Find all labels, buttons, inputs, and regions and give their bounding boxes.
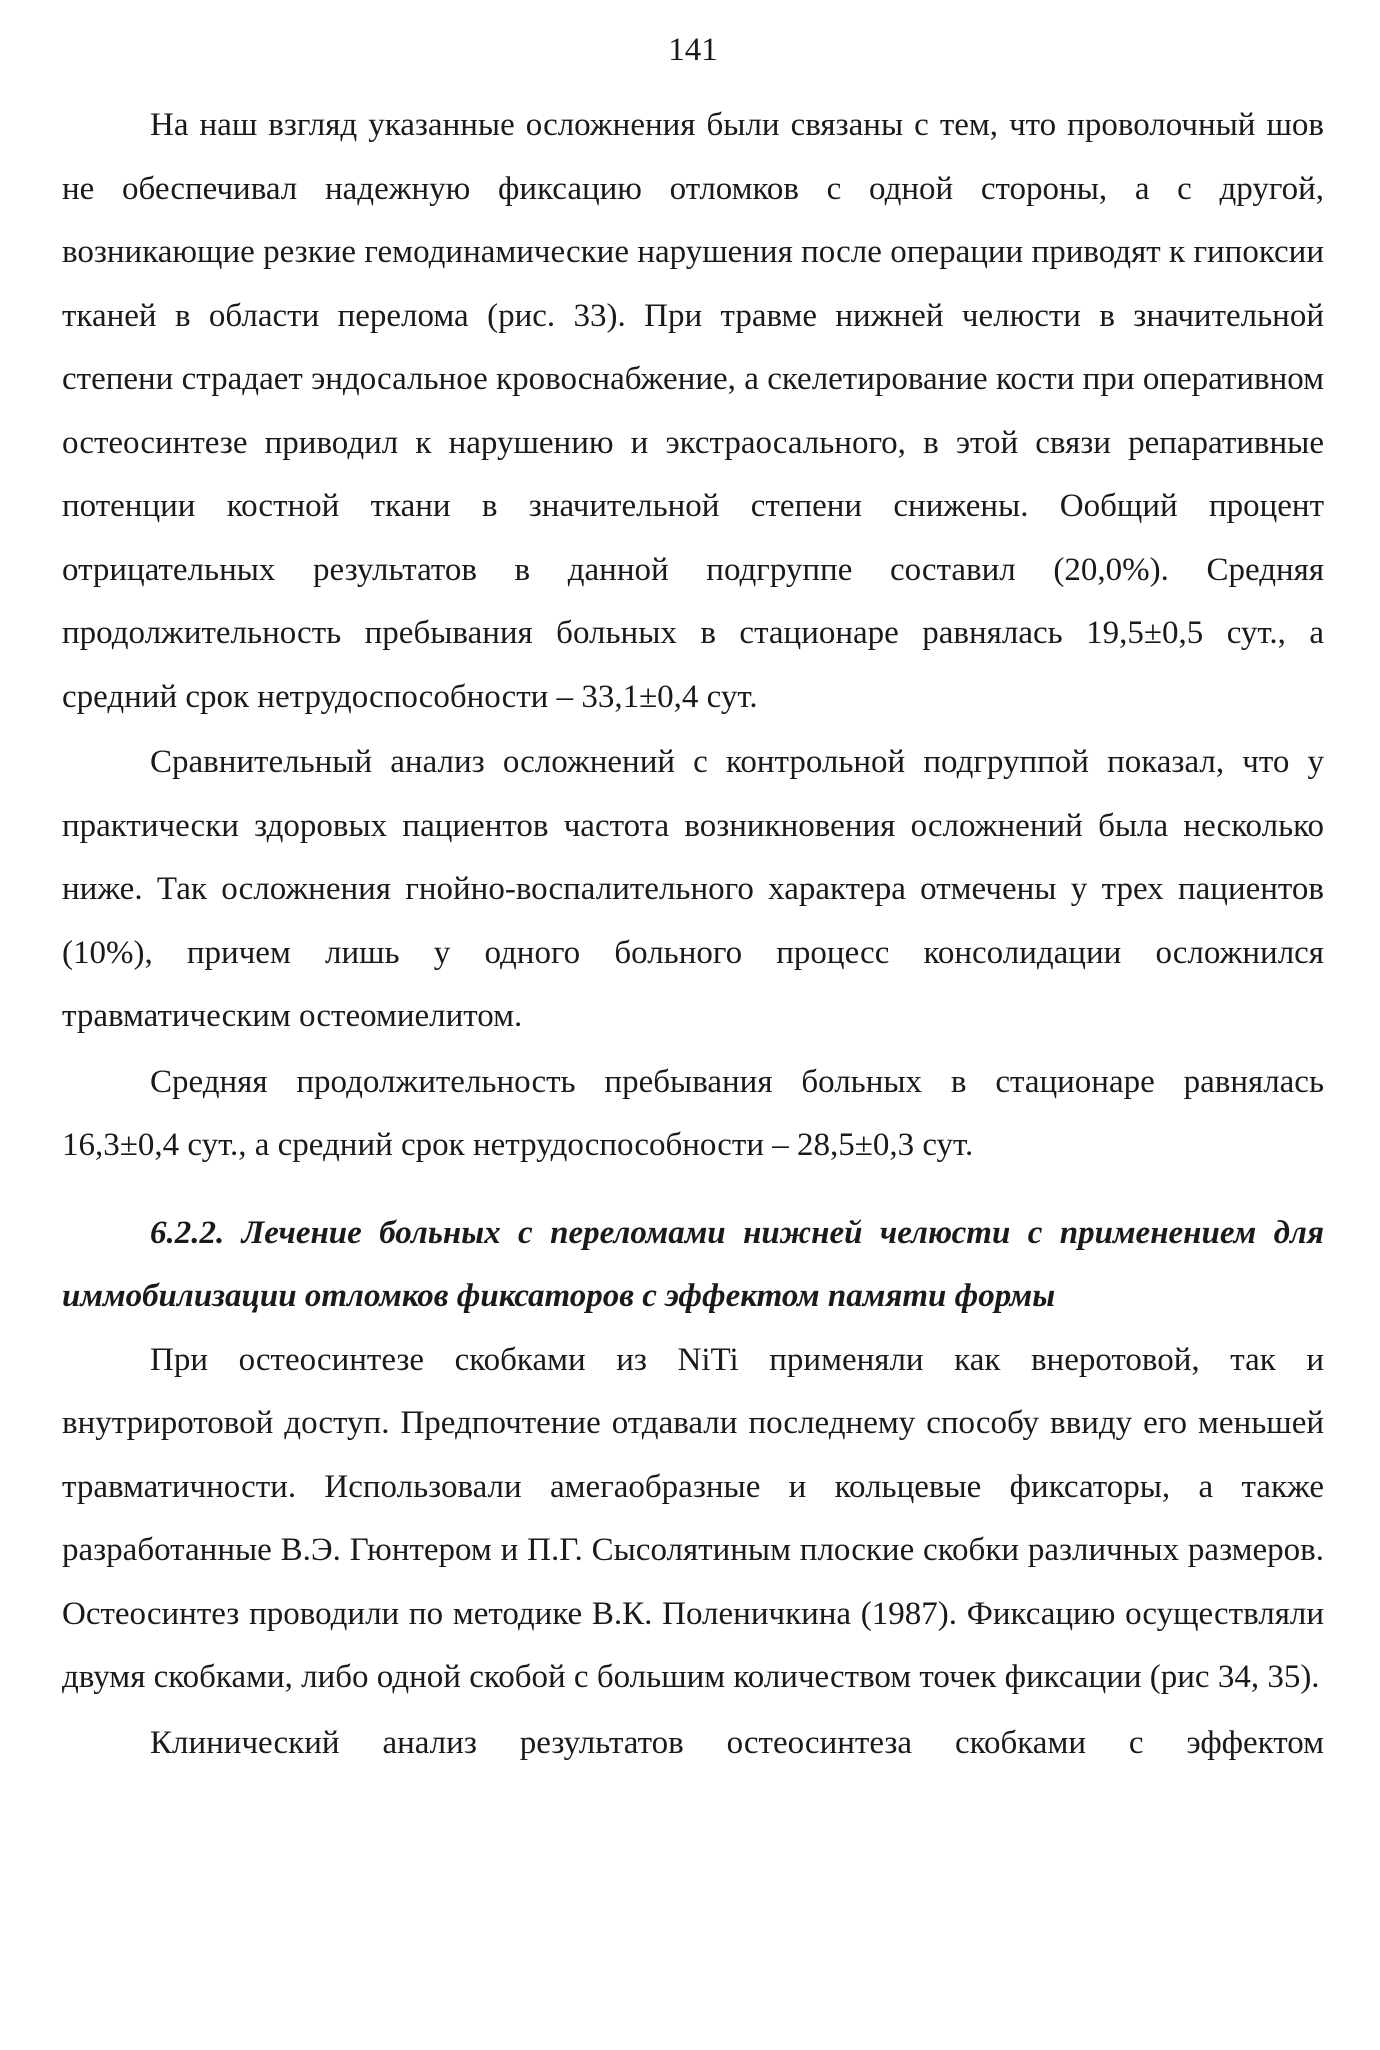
page-content (62, 94, 1324, 1775)
paragraph-average-stay: Средняя продолжительность пребывания больных в стационаре равнялась 16,3±0,4 сут., а средний срок нетрудоспособности – 28,5±0,3 сут. (62, 1063, 1324, 1163)
paragraph-osteosynthesis-method: При остеосинтезе скобками из NiTi применяли как внеротовой, так и внутриротовой доступ. Предпочтение отдавали последнему способу ввиду его меньшей травматичности. Использовали амегаобразные и кольцевые фиксаторы, а также разработанные В.Э. Гюнтером и П.Г. Сысолятиным плоские скобки различных размеров. Остеосинтез проводили по методике В.К. Поленичкина (1987). Фиксацию осуществляли двумя скобками, либо одной скобой с большим количеством точек фиксации (рис 34, 35). (62, 1341, 1324, 1695)
paragraph-clinical-analysis: Клинический анализ результатов остеосинтеза скобками с эффектом (150, 1724, 1324, 1761)
document-page (62, 0, 1324, 2050)
section-heading: 6.2.2. Лечение больных с переломами нижней челюсти с применением для иммобилизации отломков фиксаторов с эффектом памяти формы (62, 1214, 1324, 1314)
paragraph-complications-cause: На наш взгляд указанные осложнения были связаны с тем, что проволочный шов не обеспечивал надежную фиксацию отломков с одной стороны, а с другой, возникающие резкие гемодинамические нарушения после операции приводят к гипоксии тканей в области перелома (рис. 33). При травме нижней челюсти в значительной степени страдает эндосальное кровоснабжение, а скелетирование кости при оперативном остеосинтезе приводил к нарушению и экстраосального, в этой связи репаративные потенции костной ткани в значительной степени снижены. Ообщий процент отрицательных результатов в данной подгруппе составил (20,0%). Средняя продолжительность пребывания больных в стационаре равнялась 19,5±0,5 сут., а средний срок нетрудоспособности – 33,1±0,4 сут. (62, 107, 1324, 715)
paragraph-comparative-analysis: Сравнительный анализ осложнений с контрольной подгруппой показал, что у практически здоровых пациентов частота возникновения осложнений была несколько ниже. Так осложнения гнойно-воспалительного характера отмечены у трех пациентов (10%), причем лишь у одного больного процесс консолидации осложнился травматическим остеомиелитом. (62, 744, 1324, 1034)
page-number: 141 (668, 32, 718, 68)
